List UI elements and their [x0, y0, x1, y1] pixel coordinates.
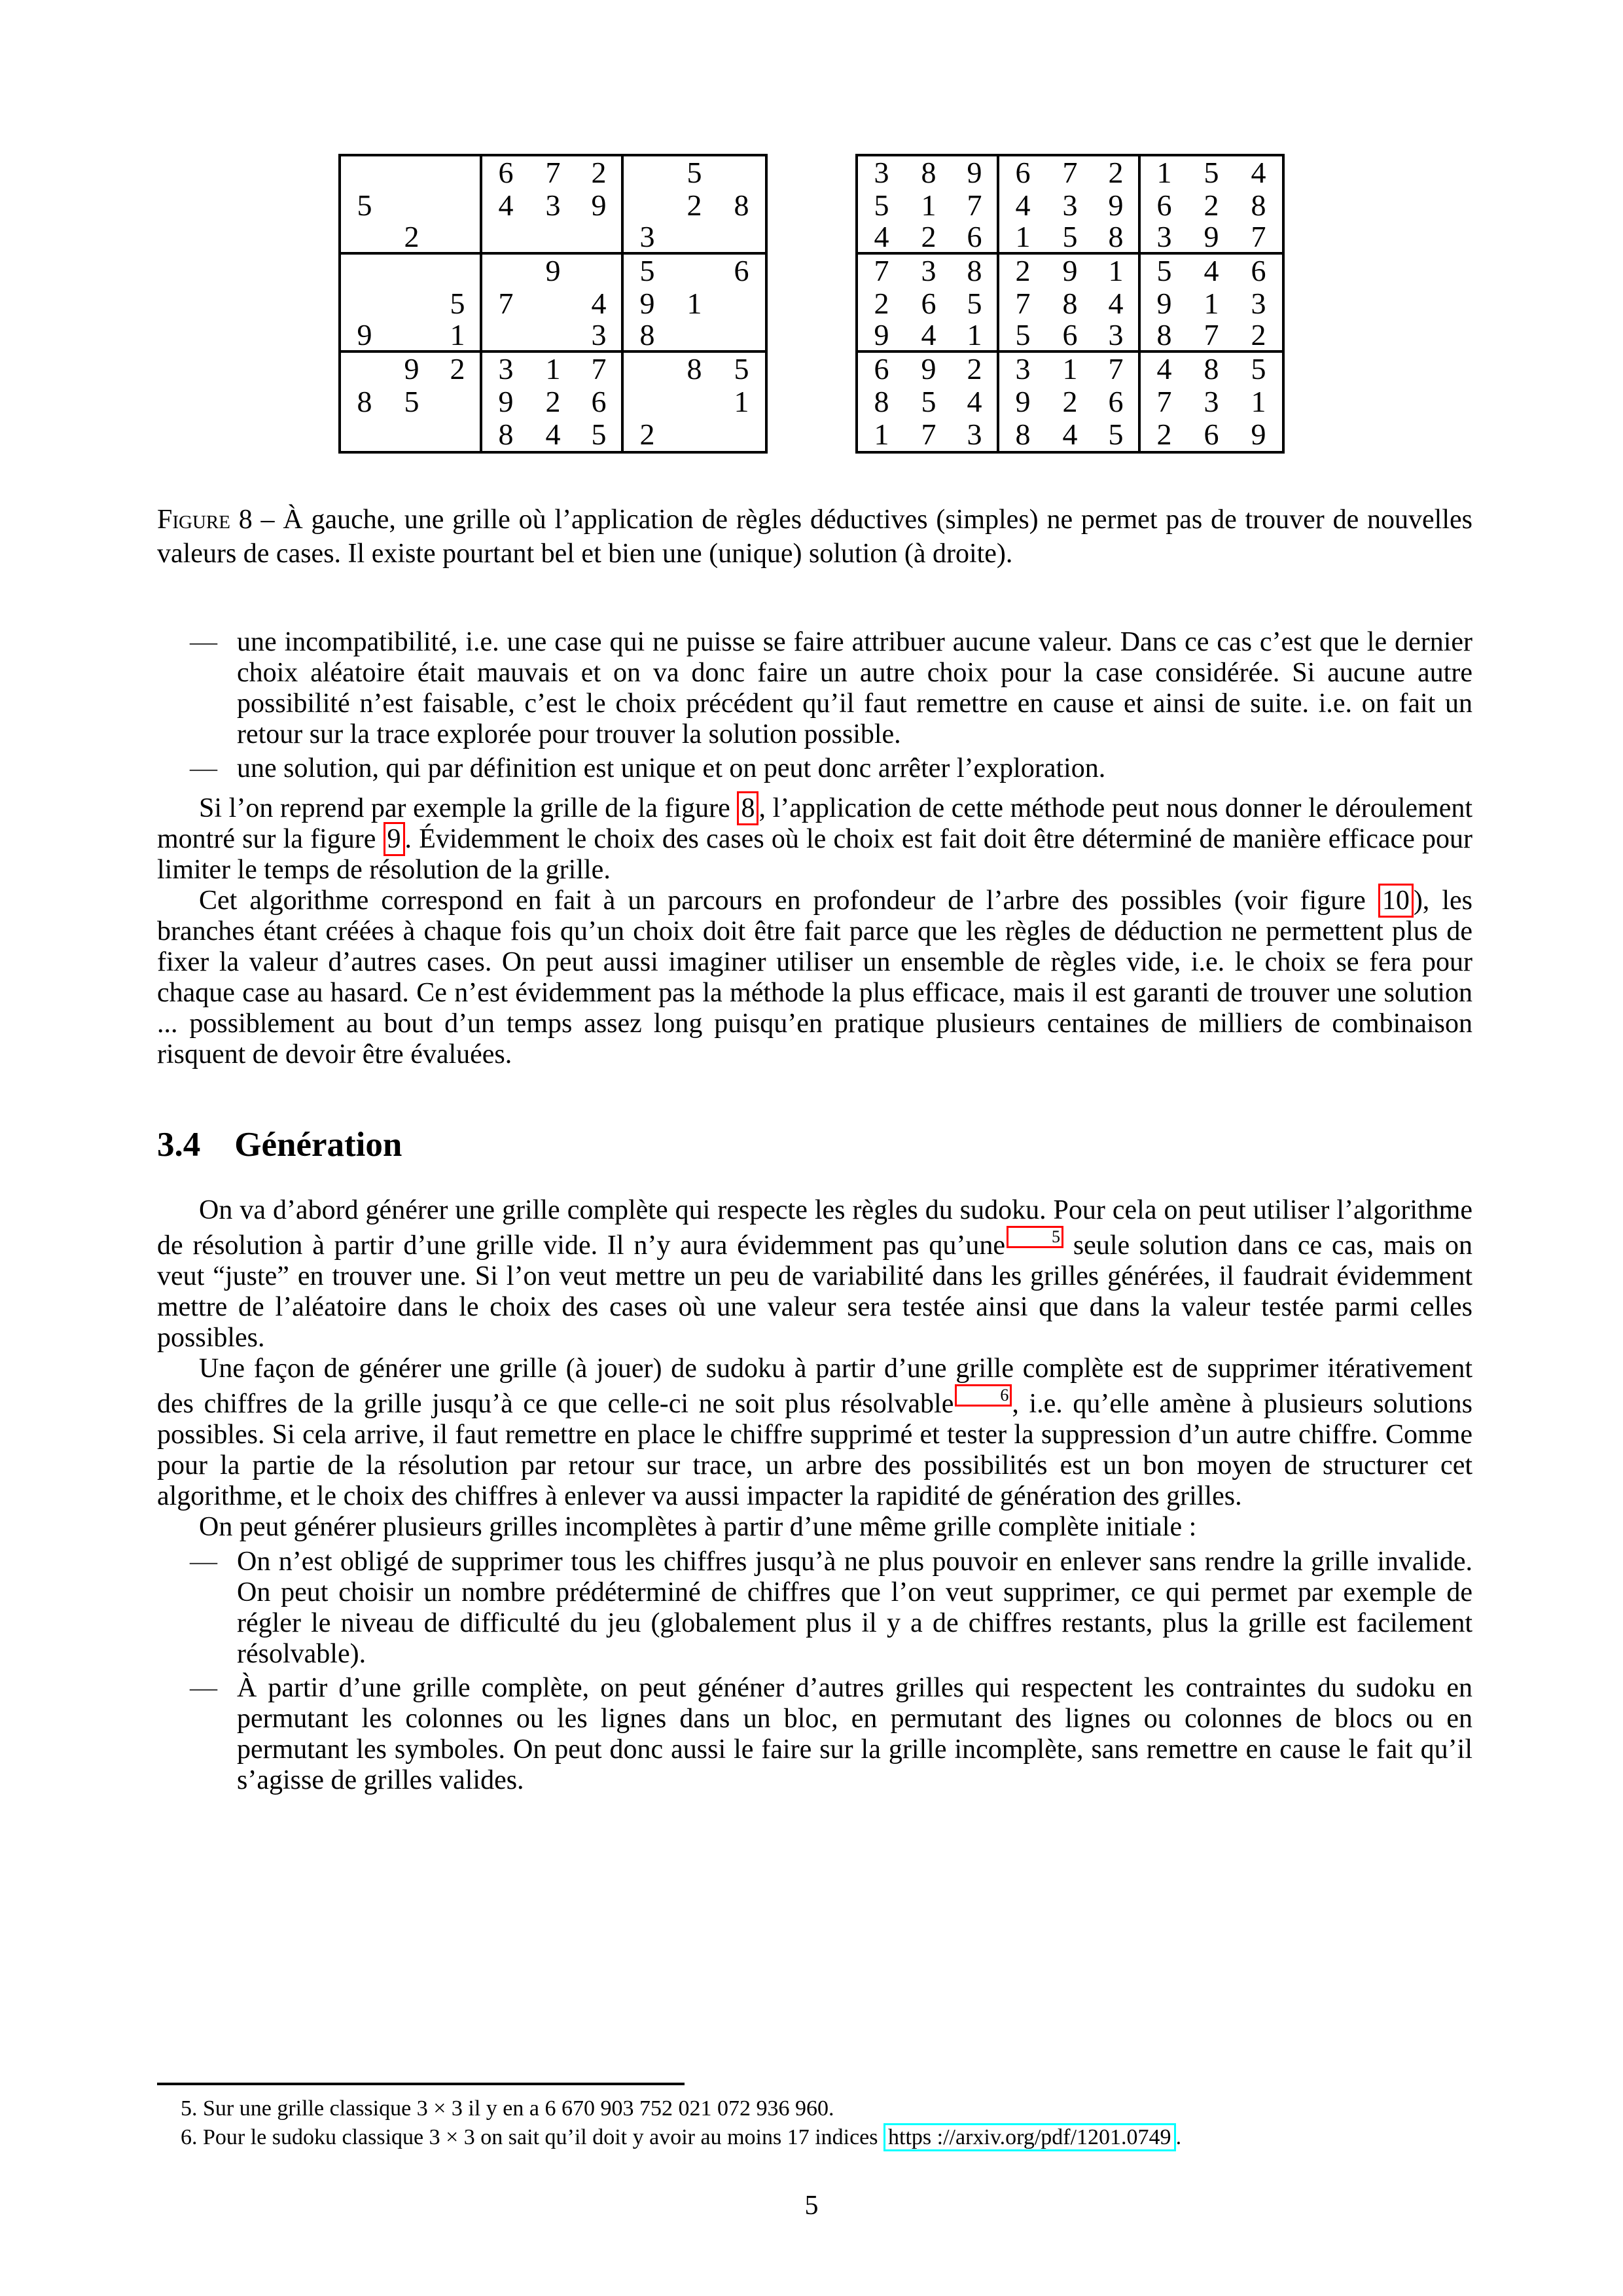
sudoku-cell: 1 — [687, 287, 702, 320]
text-run: . — [1175, 2125, 1182, 2149]
sudoku-cell: 4 — [905, 320, 952, 353]
sudoku-cell: 5 — [874, 188, 889, 222]
sudoku-cell: 4 — [1251, 156, 1266, 189]
footnote-5 — [157, 2096, 1472, 2122]
sudoku-cell — [577, 222, 624, 255]
list-item-text: À partir d’une grille complète, on peut généner d’autres grilles qui respectent les contraintes du sudoku en permutant les colonnes ou les lignes dans un bloc, en permutant des lignes ou colonnes de blocs ou en permutant les symboles. On peut donc aussi le faire sur la grille incomplète, sans remettre en cause le fait qu’il s’agisse de grilles valides. — [237, 1672, 1472, 1795]
sudoku-cell: 6 — [1015, 156, 1031, 189]
figure-caption-text: À gauche, une grille où l’application de règles déductives (simples) ne permet pas de trouver de nouvelles valeurs de cases. Il existe pourtant bel et bien une (unique) solution (à droite). — [157, 505, 1472, 569]
sudoku-cell — [388, 255, 435, 287]
sudoku-cell: 7 — [874, 254, 889, 287]
sudoku-cell — [435, 156, 482, 189]
sudoku-cell — [435, 386, 482, 418]
sudoku-cell — [671, 386, 718, 418]
sudoku-cell: 3 — [624, 222, 671, 255]
sudoku-cell: 6 — [921, 287, 936, 320]
sudoku-cell: 1 — [1062, 352, 1078, 386]
sudoku-cell: 5 — [921, 385, 936, 418]
sudoku-cell: 6 — [874, 352, 889, 386]
paragraph-remove-digits — [157, 1354, 1472, 1512]
sudoku-cell: 6 — [734, 254, 749, 287]
sudoku-cell: 3 — [577, 320, 624, 353]
sudoku-cell: 1 — [1251, 385, 1266, 418]
dash-marker: — — [190, 627, 217, 657]
sudoku-cell — [624, 386, 671, 418]
text-run: . Évidemment le choix des cases où le choix est fait doit être déterminé de manière efficace pour limiter le temps de résolution de la grille. — [157, 824, 1472, 885]
sudoku-cell: 9 — [952, 156, 999, 189]
sudoku-cell: 7 — [1235, 222, 1282, 255]
sudoku-cell — [718, 222, 765, 255]
sudoku-cell: 7 — [1015, 287, 1031, 320]
sudoku-cell: 1 — [545, 352, 561, 386]
sudoku-cell: 8 — [921, 156, 936, 189]
body-text — [157, 627, 1472, 1796]
sudoku-cell — [341, 418, 388, 451]
sudoku-cell — [624, 156, 671, 189]
paragraph-resolution-example — [157, 793, 1472, 886]
sudoku-cell: 9 — [1015, 385, 1031, 418]
sudoku-cell — [435, 255, 482, 287]
sudoku-cell: 5 — [1046, 222, 1094, 255]
sudoku-cell: 7 — [952, 189, 999, 222]
sudoku-cell: 5 — [687, 156, 702, 189]
sudoku-cell: 9 — [1188, 222, 1235, 255]
sudoku-cell: 9 — [577, 189, 624, 222]
sudoku-cell: 4 — [1156, 352, 1172, 386]
sudoku-cell: 5 — [1251, 352, 1266, 386]
sudoku-cell: 9 — [1062, 254, 1078, 287]
sudoku-cell: 8 — [734, 188, 749, 222]
text-run: On va d’abord générer une grille complète qui respecte les règles du sudoku. Pour cela on peut utiliser l’algorithme de résolution à partir d’une grille vide. Il n’y aura évidemment pas qu’une — [157, 1194, 1472, 1261]
paragraph-depth-first — [157, 886, 1472, 1070]
sudoku-cell: 3 — [1094, 320, 1141, 353]
sudoku-cell: 5 — [1094, 418, 1141, 451]
sudoku-cell: 8 — [498, 418, 514, 451]
sudoku-cell — [388, 156, 435, 189]
footnote-ref-link[interactable]: 6 — [955, 1384, 1012, 1407]
sudoku-cell: 8 — [1204, 352, 1219, 386]
sudoku-cell — [341, 255, 388, 287]
page-number: 5 — [804, 2191, 819, 2221]
figure-grids — [0, 0, 1623, 454]
sudoku-cell — [718, 287, 765, 320]
sudoku-cell — [435, 222, 482, 255]
sudoku-cell — [671, 418, 718, 451]
figure-ref-link[interactable]: 8 — [737, 791, 758, 825]
list-item — [157, 627, 1472, 750]
sudoku-cell: 7 — [1062, 156, 1078, 189]
sudoku-cell: 3 — [1015, 352, 1031, 386]
sudoku-cell: 2 — [1204, 188, 1219, 222]
figure-caption — [157, 503, 1472, 571]
list-item — [157, 753, 1472, 784]
sudoku-cell — [624, 353, 671, 386]
sudoku-cell: 2 — [639, 418, 655, 451]
sudoku-cell: 1 — [874, 418, 889, 451]
text-run: Une façon de générer une grille (à jouer) de sudoku à partir d’une grille complète est de supprimer itérativement des chiffres de la grille jusqu’à ce que celle-ci ne soit plus résolvable — [157, 1353, 1472, 1419]
paragraph-generate-complete — [157, 1195, 1472, 1354]
sudoku-cell: 9 — [858, 320, 905, 353]
footnote-rule — [157, 2083, 685, 2085]
sudoku-cell: 6 — [1046, 320, 1094, 353]
sudoku-cell: 2 — [577, 156, 624, 189]
sudoku-cell: 2 — [435, 353, 482, 386]
dash-marker: — — [190, 1546, 217, 1577]
sudoku-cell: 8 — [687, 352, 702, 386]
sudoku-cell: 4 — [498, 188, 514, 222]
sudoku-cell: 2 — [874, 287, 889, 320]
sudoku-cell: 5 — [404, 385, 419, 418]
sudoku-cell: 6 — [498, 156, 514, 189]
sudoku-cell: 5 — [435, 287, 482, 320]
sudoku-cell: 3 — [952, 418, 999, 451]
sudoku-cell: 6 — [1156, 188, 1172, 222]
list-item-text: une incompatibilité, i.e. une case qui ne puisse se faire attribuer aucune valeur. Dans ce cas c’est que le dernier choix aléatoire était mauvais et on va donc faire un autre choix pour la case considérée. Si aucune autre possibilité n’est faisable, c’est le choix précédent qu’il faut remettre en cause et ainsi de suite. i.e. on fait un retour sur la trace explorée pour trouver la solution possible. — [237, 627, 1472, 749]
sudoku-cell: 9 — [498, 385, 514, 418]
sudoku-cell: 9 — [1156, 287, 1172, 320]
sudoku-cell: 5 — [639, 254, 655, 287]
sudoku-cell: 2 — [388, 222, 435, 255]
sudoku-cell: 4 — [1094, 287, 1141, 320]
text-run: Si l’on reprend par exemple la grille de la figure — [199, 793, 738, 823]
sudoku-cell: 8 — [1062, 287, 1078, 320]
sudoku-cell: 5 — [952, 287, 999, 320]
text-run: ), les branches étant créées à chaque fois qu’un choix doit être fait parce que les règles de déduction ne permettent plus de fixer la valeur d’autres cases. On peut aussi imaginer utiliser un ensemble de règles vide, i.e. le choix se fera pour chaque case au hasard. Ce n’est évidemment pas la méthode la plus efficace, mais il est garanti de trouver une solution ... possiblement au bout d’un temps assez long puisqu’en pratique plusieurs centaines de milliers de combinaison risquent de devoir être évaluées. — [157, 886, 1472, 1069]
list-item-text: On n’est obligé de supprimer tous les chiffres jusqu’à ne plus pouvoir en enlever sans rendre la grille invalide. On peut choisir un nombre prédéterminé de chiffres que l’on veut supprimer, ce qui permet par exemple de régler le niveau de difficulté du jeu (globalement plus il y a de chiffres restants, plus la grille est facilement résolvable). — [237, 1546, 1472, 1669]
sudoku-cell: 1 — [734, 385, 749, 418]
sudoku-cell: 1 — [921, 188, 936, 222]
sudoku-cell: 7 — [545, 156, 561, 189]
bullet-list-outcomes — [157, 627, 1472, 784]
sudoku-cell — [671, 222, 718, 255]
sudoku-grid-puzzle — [338, 154, 768, 454]
sudoku-cell — [529, 222, 577, 255]
sudoku-cell: 8 — [624, 320, 671, 353]
sudoku-cell: 9 — [341, 320, 388, 353]
sudoku-cell: 8 — [952, 255, 999, 287]
sudoku-cell: 4 — [1062, 418, 1078, 451]
sudoku-cell: 4 — [952, 386, 999, 418]
sudoku-cell: 4 — [1204, 254, 1219, 287]
sudoku-cell: 3 — [545, 188, 561, 222]
sudoku-cell: 8 — [1141, 320, 1188, 353]
sudoku-cell: 8 — [357, 385, 372, 418]
sudoku-cell: 4 — [577, 287, 624, 320]
sudoku-cell: 6 — [1251, 254, 1266, 287]
figure-ref-link[interactable]: 9 — [383, 822, 405, 856]
sudoku-cell: 5 — [999, 320, 1046, 353]
list-item — [157, 1673, 1472, 1796]
sudoku-cell: 8 — [874, 385, 889, 418]
url-link[interactable]: https ://arxiv.org/pdf/1201.0749 — [883, 2123, 1176, 2151]
sudoku-cell: 3 — [874, 156, 889, 189]
footnote-ref-link[interactable]: 5 — [1007, 1226, 1063, 1248]
sudoku-cell — [577, 255, 624, 287]
figure-caption-label: Figure 8 – — [157, 505, 283, 535]
sudoku-cell: 7 — [921, 418, 936, 451]
sudoku-cell: 8 — [1015, 418, 1031, 451]
sudoku-cell: 9 — [639, 287, 655, 320]
sudoku-cell: 2 — [687, 188, 702, 222]
text-run: , i.e. qu’elle amène à plusieurs solutions possibles. Si cela arrive, il faut remettre en place le chiffre supprimé et tester la suppression d’un autre chiffre. Comme pour la partie de la résolution par retour sur trace, un arbre des possibilités est un bon moyen de structurer cet algorithme, et le choix des chiffres à enlever va aussi impacter la rapidité de génération des grilles. — [157, 1388, 1472, 1511]
sudoku-cell: 1 — [1094, 255, 1141, 287]
sudoku-cell — [388, 320, 435, 353]
sudoku-cell: 3 — [1204, 385, 1219, 418]
list-item — [157, 1547, 1472, 1670]
sudoku-cell: 5 — [577, 418, 624, 451]
sudoku-cell: 9 — [921, 352, 936, 386]
footnote-6 — [157, 2125, 1472, 2151]
sudoku-cell — [388, 287, 435, 320]
sudoku-cell — [482, 255, 529, 287]
text-run: , l’application de cette méthode peut nous donner le déroulement montré sur la figure — [157, 793, 1473, 854]
sudoku-cell: 7 — [1094, 353, 1141, 386]
sudoku-cell: 3 — [921, 254, 936, 287]
sudoku-cell: 3 — [1251, 287, 1266, 320]
sudoku-cell — [718, 418, 765, 451]
dash-marker: — — [190, 1672, 217, 1703]
sudoku-cell — [435, 189, 482, 222]
sudoku-cell — [482, 222, 529, 255]
figure-ref-link[interactable]: 10 — [1378, 884, 1414, 918]
text-run: 5. Sur une grille classique 3 × 3 il y en a 6 670 903 752 021 072 936 960. — [181, 2096, 834, 2121]
sudoku-cell: 8 — [1094, 222, 1141, 255]
sudoku-cell — [671, 255, 718, 287]
section-title: Génération — [234, 1126, 402, 1164]
sudoku-cell: 5 — [1204, 156, 1219, 189]
sudoku-cell: 6 — [1204, 418, 1219, 451]
sudoku-cell: 9 — [1251, 418, 1266, 451]
sudoku-cell: 1 — [435, 320, 482, 353]
list-item-text: une solution, qui par définition est unique et on peut donc arrêter l’exploration. — [237, 753, 1106, 783]
sudoku-cell: 7 — [1156, 385, 1172, 418]
sudoku-cell — [671, 320, 718, 353]
sudoku-cell — [529, 287, 577, 320]
text-run: seule solution dans ce cas, mais on veut “juste” en trouver une. Si l’on veut mettre un peu de variabilité dans les grilles générées, il faudrait évidemment mettre de l’aléatoire dans le choix des cases où une valeur sera testée ainsi que dans la valeur testée parmi celles possibles. — [157, 1230, 1473, 1353]
sudoku-cell: 6 — [952, 222, 999, 255]
sudoku-grid-solution — [855, 154, 1285, 454]
bullet-list-generation-options — [157, 1547, 1472, 1796]
sudoku-cell — [482, 320, 529, 353]
sudoku-cell: 4 — [545, 418, 561, 451]
sudoku-cell: 5 — [734, 352, 749, 386]
paragraph-multiple-grids: On peut générer plusieurs grilles incomplètes à partir d’une même grille complète initiale : — [199, 1511, 1197, 1542]
sudoku-cell: 3 — [1141, 222, 1188, 255]
sudoku-cell: 7 — [1188, 320, 1235, 353]
sudoku-cell — [341, 156, 388, 189]
sudoku-cell — [529, 320, 577, 353]
sudoku-cell: 1 — [1156, 156, 1172, 189]
sudoku-cell — [341, 353, 388, 386]
sudoku-cell: 4 — [858, 222, 905, 255]
sudoku-cell: 2 — [1015, 254, 1031, 287]
sudoku-cell — [435, 418, 482, 451]
footnotes — [157, 2083, 1472, 2153]
text-run: 6. Pour le sudoku classique 3 × 3 on sait qu’il doit y avoir au moins 17 indices — [181, 2125, 884, 2149]
sudoku-cell: 5 — [1156, 254, 1172, 287]
sudoku-cell: 1 — [1204, 287, 1219, 320]
sudoku-cell: 2 — [952, 353, 999, 386]
sudoku-cell: 2 — [1156, 418, 1172, 451]
sudoku-cell: 2 — [1094, 156, 1141, 189]
section-heading-generation — [157, 1125, 1472, 1165]
sudoku-cell: 2 — [545, 385, 561, 418]
sudoku-cell: 2 — [1235, 320, 1282, 353]
dash-marker: — — [190, 753, 217, 783]
sudoku-cell — [388, 189, 435, 222]
sudoku-cell: 4 — [1015, 188, 1031, 222]
sudoku-cell: 9 — [545, 254, 561, 287]
section-number: 3.4 — [157, 1126, 201, 1164]
sudoku-cell: 5 — [357, 188, 372, 222]
sudoku-cell: 8 — [1251, 188, 1266, 222]
sudoku-cell: 6 — [1094, 386, 1141, 418]
sudoku-cell: 3 — [498, 352, 514, 386]
sudoku-cell: 9 — [1094, 189, 1141, 222]
sudoku-cell — [718, 156, 765, 189]
sudoku-cell — [718, 320, 765, 353]
sudoku-cell: 7 — [498, 287, 514, 320]
sudoku-cell — [341, 222, 388, 255]
sudoku-cell — [388, 418, 435, 451]
sudoku-cell: 7 — [577, 353, 624, 386]
sudoku-cell: 2 — [905, 222, 952, 255]
sudoku-cell — [341, 287, 388, 320]
sudoku-cell: 1 — [952, 320, 999, 353]
sudoku-cell: 9 — [404, 352, 419, 386]
sudoku-cell: 2 — [1062, 385, 1078, 418]
text-run: Cet algorithme correspond en fait à un parcours en profondeur de l’arbre des possibles (voir figure — [199, 886, 1378, 916]
sudoku-cell — [624, 189, 671, 222]
sudoku-cell: 3 — [1062, 188, 1078, 222]
sudoku-cell: 6 — [577, 386, 624, 418]
sudoku-cell: 1 — [999, 222, 1046, 255]
